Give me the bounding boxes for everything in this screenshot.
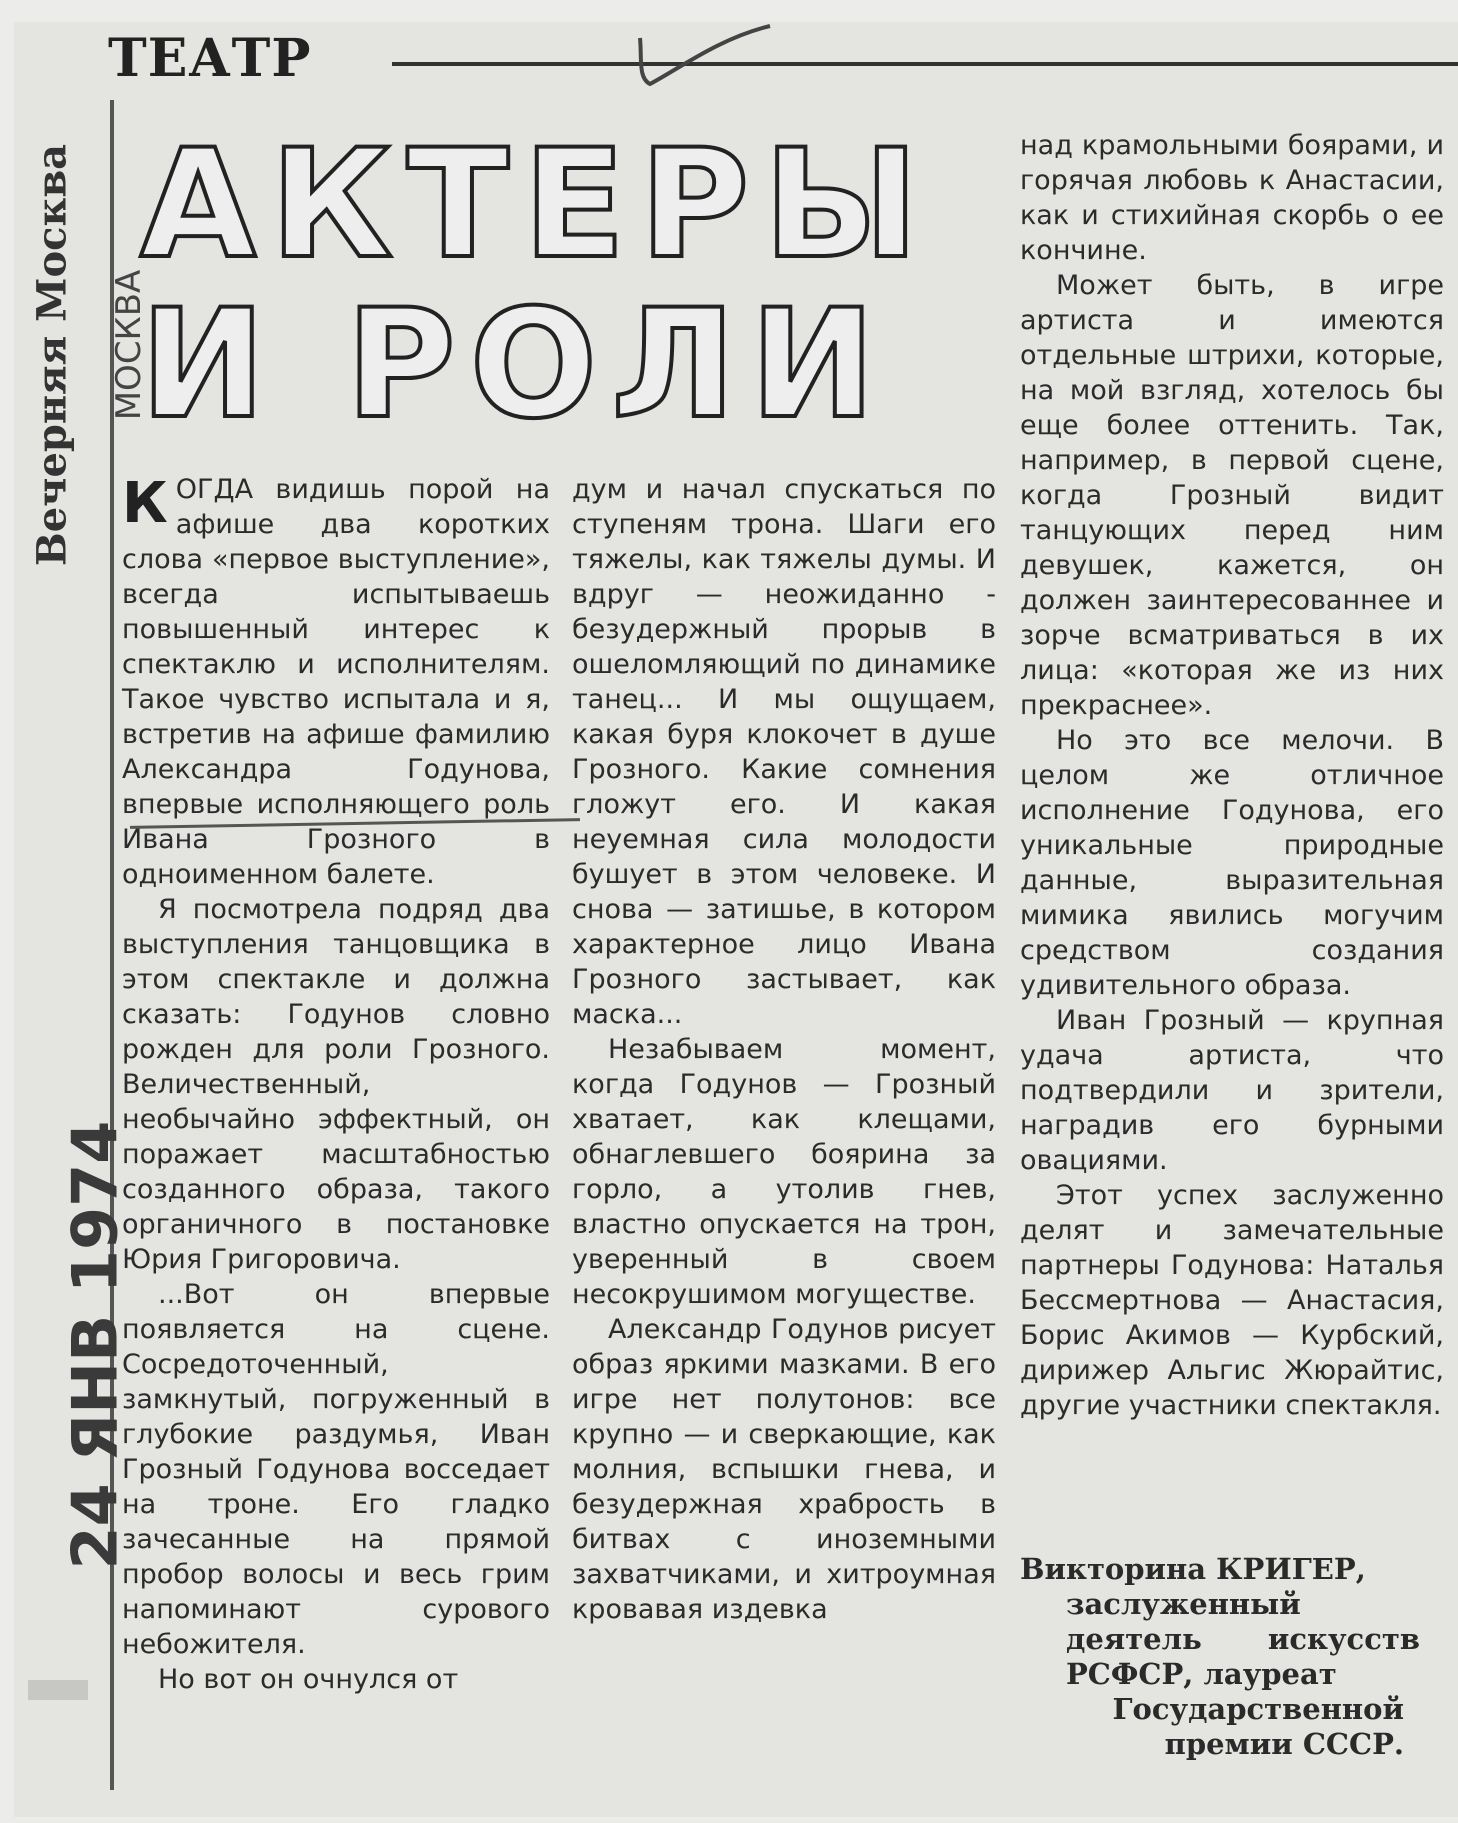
headline (140, 118, 980, 452)
drop-cap: К (122, 471, 168, 536)
author-title: заслуженный деятель искусств РСФСР, лауреат (1066, 1587, 1420, 1691)
paragraph: Но это все мелочи. В целом же отличное исполнение Годунова, его уникальные природные данные, выразительная мимика явились могучим средством создания удивительного образа. (1020, 725, 1444, 1001)
paragraph: Может быть, в игре артиста и имеются отдельные штрихи, которые, на мой взгляд, хотелось бы еще более оттенить. Так, например, в первой сцене, когда Грозный видит танцующих перед ним девушек, кажется, он должен заинтересованнее и зорче всматриваться в их лица: «которая же из них прекраснее». (1020, 270, 1444, 721)
paragraph: Александр Годунов рисует образ яркими мазками. В его игре нет полутонов: все крупно — и сверкающие, как молния, вспышки гнева, и безудержная храбрость в битвах с иноземными захватчиками, и хитроумная кровавая издевка (572, 1314, 996, 1625)
author-name: Викторина КРИГЕР, (1020, 1552, 1366, 1586)
pen-checkmark-mark (620, 18, 780, 98)
paragraph: Я посмотрела подряд два выступления танцовщика в этом спектакле и должна сказать: Годунов словно рожден для роли Грозного. Величественный, необычайно эффектный, он поражает масштабностью созданного образа, такого органичного в постановке Юрия Григоровича. (122, 894, 550, 1275)
ink-smudge (28, 1680, 88, 1700)
article-column-1 (122, 472, 550, 1697)
headline-line-2: И РОЛИ (140, 278, 890, 452)
headline-line-1: АКТЕРЫ (140, 118, 933, 292)
city-stamp: МОСКВА (109, 269, 149, 421)
paragraph: над крамольными боярами, и горячая любовь к Анастасии, как и стихийная скорбь о ее кончине. (1020, 130, 1444, 266)
author-signature (1020, 1552, 1420, 1762)
section-rubric: ТЕАТР (108, 28, 312, 89)
paragraph: дум и начал спускаться по ступеням трона. Шаги его тяжелы, как тяжелы думы. И вдруг — неожиданно - безудержный прорыв в ошеломляющий по динамике танец... И мы ощущаем, какая буря клокочет в душе Грозного. Какие сомнения гложут его. И какая неуемная сила молодости бушует в этом человеке. И снова — затишье, в котором характерное лицо Ивана Грозного застывает, как маска... (572, 474, 996, 1030)
paragraph: Этот успех заслуженно делят и замечательные партнеры Годунова: Наталья Бессмертнова — Анастасия, Борис Акимов — Курбский, дирижер Альгис Жюрайтис, другие участники спектакля. (1020, 1180, 1444, 1421)
paragraph: Но вот он очнулся от (158, 1664, 459, 1695)
article-column-3 (1020, 128, 1444, 1423)
article-column-2 (572, 472, 996, 1627)
paragraph: Иван Грозный — крупная удача артиста, что подтвердили и зрители, наградив его бурными овациями. (1020, 1005, 1444, 1176)
paragraph: ...Вот он впервые появляется на сцене. Сосредоточенный, замкнутый, погруженный в глубокие раздумья, Иван Грозный Годунова восседает на троне. Его гладко зачесанные на прямой пробор волосы и весь грим напоминают сурового небожителя. (122, 1279, 550, 1660)
paragraph: КОГДА видишь порой на афише два коротких слова «первое выступление», всегда испытываешь повышенный интерес к спектаклю и исполнителям. Такое чувство испытала и я, встретив на афише фамилию Александра Годунова, впервые исполняющего роль Ивана Грозного в одноименном балете. (122, 471, 550, 890)
author-award: Государственной премии СССР. (1112, 1692, 1404, 1761)
date-stamp: 24 ЯНВ 1974 (58, 1120, 132, 1570)
top-rule (392, 62, 1458, 66)
paragraph: Незабываем момент, когда Годунов — Грозный хватает, как клещами, обнаглевшего боярина за горло, а утолив гнев, властно опускается на трон, уверенный в своем несокрушимом могуществе. (572, 1034, 996, 1310)
newspaper-name-stamp: Вечерняя Москва (28, 143, 76, 567)
